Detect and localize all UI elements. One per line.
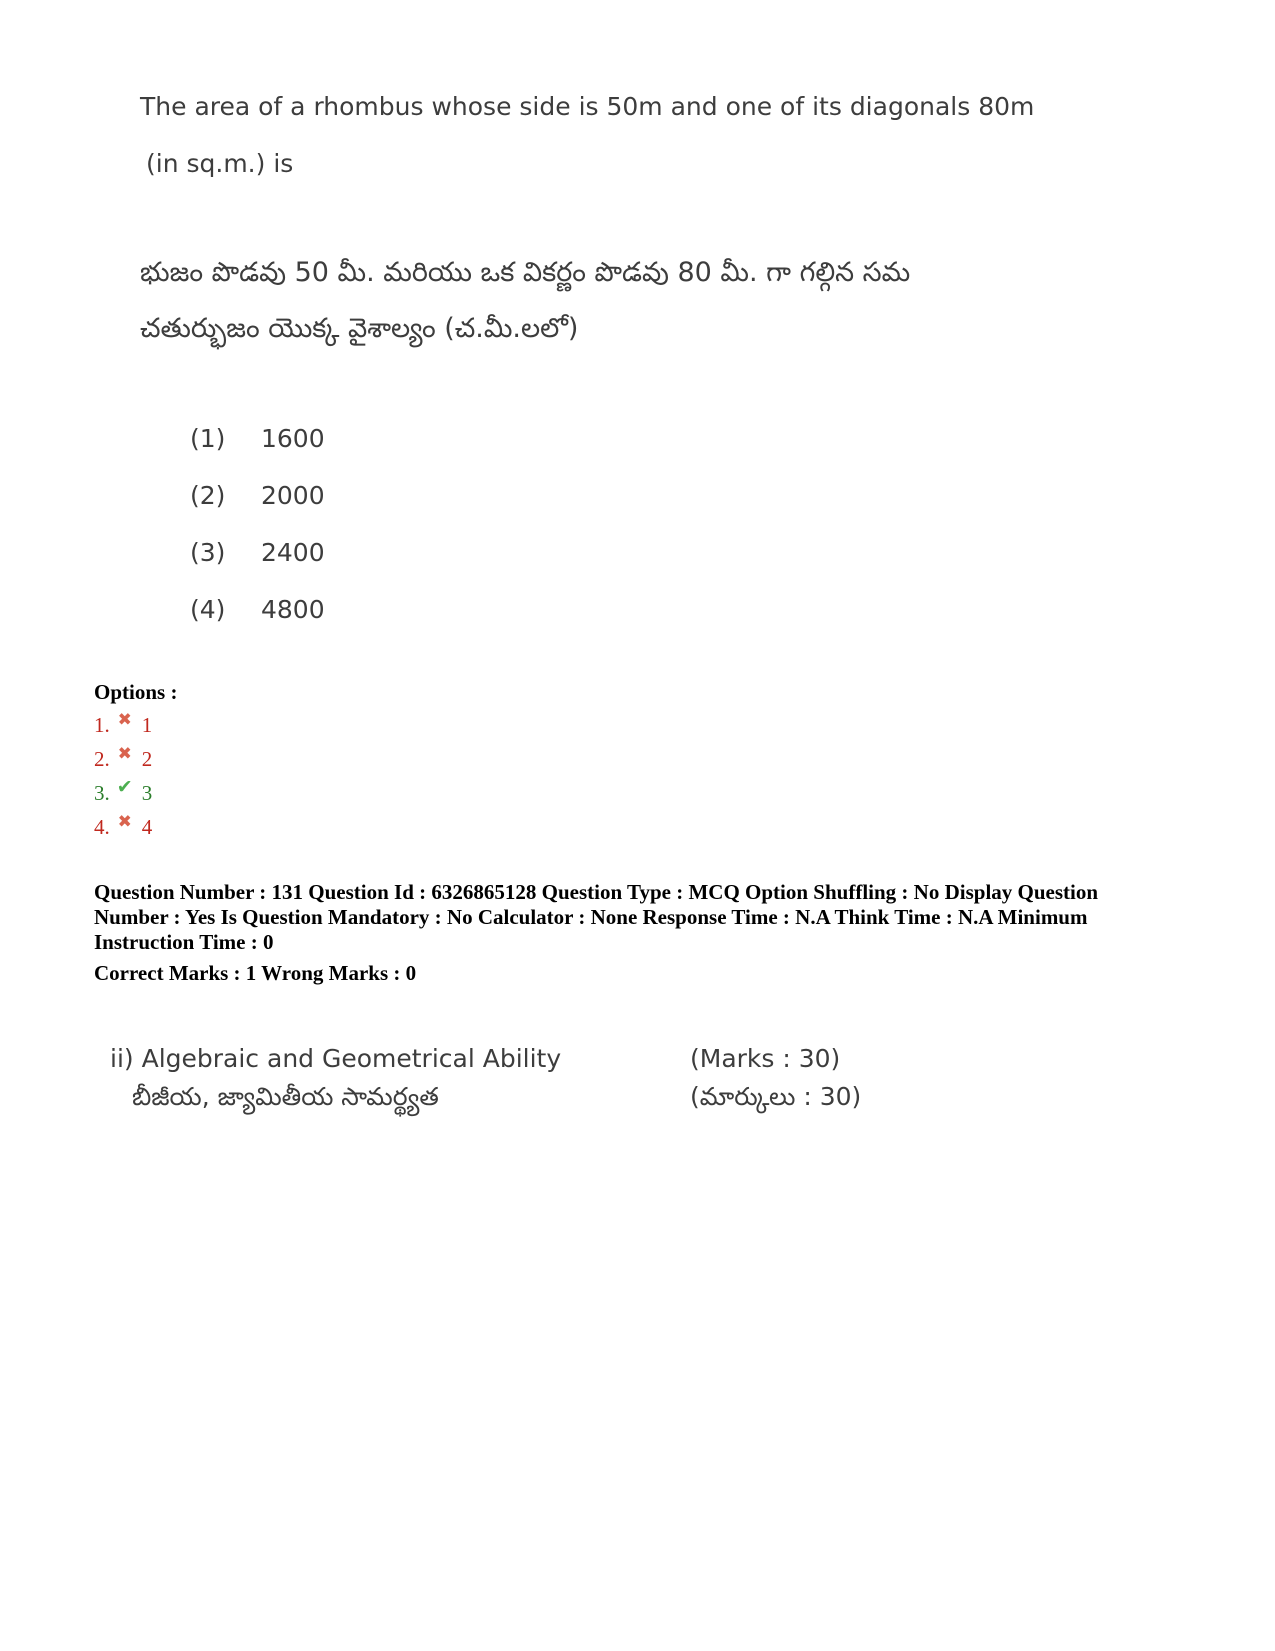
choice-number: (1) (190, 424, 226, 453)
option-label: 4 (141, 815, 153, 839)
metadata-line-2: Number : Yes Is Question Mandatory : No Calculator : None Response Time : N.A Think Time : N.A Minimum (94, 905, 1088, 929)
option-label: 2 (141, 747, 153, 771)
marks-info: Correct Marks : 1 Wrong Marks : 0 (94, 961, 417, 985)
section-marks-telugu: (మార్కులు : 30) (690, 1082, 862, 1111)
metadata-line-3: Instruction Time : 0 (94, 930, 274, 954)
question-telugu-line-2: చతుర్భుజం యొక్క వైశాల్యం (చ.మీ.లలో) (140, 313, 579, 344)
question-metadata (94, 880, 1184, 986)
question-english-line-2: (in sq.m.) is (146, 149, 294, 178)
section-title-telugu: బీజీయ, జ్యామితీయ సామర్థ్యత (132, 1082, 439, 1111)
section-row-english (110, 1040, 1010, 1078)
cross-icon: ✖ (117, 744, 132, 763)
option-label: 3 (141, 781, 153, 805)
choice-item (190, 524, 325, 581)
section-row-telugu (110, 1078, 1010, 1116)
question-telugu-line-1: భుజం పొడవు 50 మీ. మరియు ఒక వికర్ణం పొడవు 80 మీ. గా గల్గిన సమ (140, 257, 911, 288)
check-icon: ✔ (116, 777, 133, 798)
options-block (94, 676, 177, 844)
cross-icon: ✖ (117, 710, 132, 729)
cross-icon: ✖ (117, 812, 132, 831)
choice-item (190, 467, 325, 524)
choice-value: 1600 (261, 424, 325, 453)
choice-item (190, 410, 325, 467)
choice-value: 2400 (261, 538, 325, 567)
section-marks-english: (Marks : 30) (690, 1044, 841, 1073)
choice-value: 4800 (261, 595, 325, 624)
option-label: 1 (141, 713, 153, 737)
choice-number: (4) (190, 595, 226, 624)
choice-number: (3) (190, 538, 226, 567)
answer-choices (190, 410, 325, 638)
choice-value: 2000 (261, 481, 325, 510)
option-row-4 (94, 810, 177, 844)
options-title: Options : (94, 680, 178, 704)
option-index: 4. (94, 815, 110, 839)
question-english (140, 78, 1140, 192)
option-index: 3. (94, 781, 110, 805)
section-title-english: ii) Algebraic and Geometrical Ability (110, 1044, 562, 1073)
choice-number: (2) (190, 481, 226, 510)
option-index: 2. (94, 747, 110, 771)
choice-item (190, 581, 325, 638)
metadata-line-1: Question Number : 131 Question Id : 6326865128 Question Type : MCQ Option Shuffling : No Display Question (94, 880, 1099, 904)
option-index: 1. (94, 713, 110, 737)
question-english-line-1: The area of a rhombus whose side is 50m and one of its diagonals 80m (140, 92, 1035, 121)
question-telugu (140, 245, 1140, 357)
section-header (110, 1040, 1010, 1116)
